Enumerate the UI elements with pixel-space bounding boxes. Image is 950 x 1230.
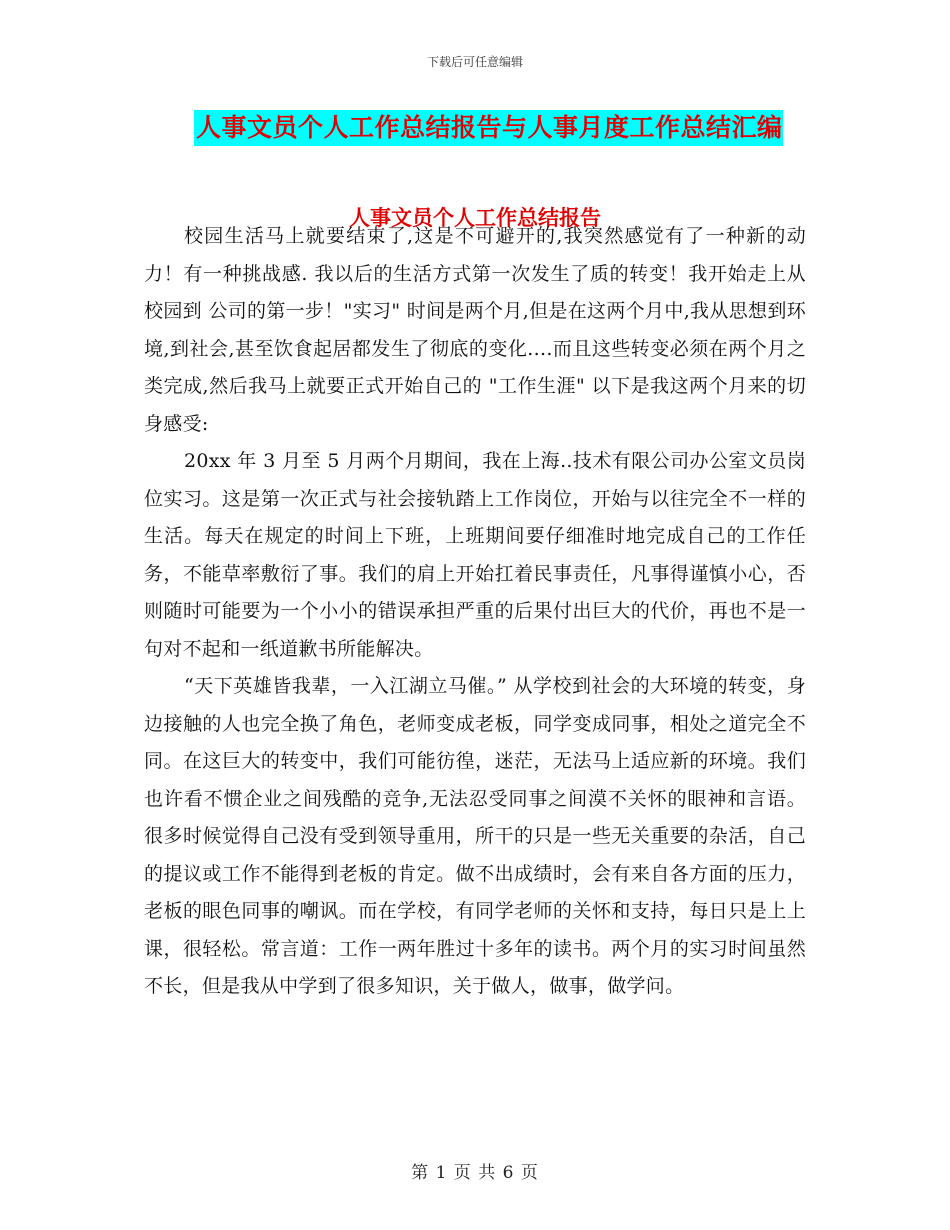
paragraph-3: “天下英雄皆我辈，一入江湖立马催。” 从学校到社会的大环境的转变，身边接触的人也完全换了角色，老师变成老板，同学变成同事，相处之道完全不同。在这巨大的转变中，我们可能彷徨，迷茫，无法马上适应新的环境。我们也许看不惯企业之间残酷的竞争,无法忍受同事之间漠不关怀的眼神和言语。很多时候觉得自己没有受到领导重用，所干的只是一些无关重要的杂活，自己的提议或工作不能得到老板的肯定。做不出成绩时，会有来自各方面的压力，老板的眼色同事的嘲讽。而在学校，有同学老师的关怀和支持，每日只是上上课，很轻松。常言道：工作一两年胜过十多年的读书。两个月的实习时间虽然不长，但是我从中学到了很多知识，关于做人，做事，做学问。 bbox=[144, 675, 806, 997]
section-title: 人事文员个人工作总结报告 bbox=[349, 206, 601, 230]
document-title: 人事文员个人工作总结报告与人事月度工作总结汇编 bbox=[194, 110, 783, 146]
body-text bbox=[144, 218, 806, 1006]
page-number-footer: 第 1 页 共 6 页 bbox=[411, 1163, 539, 1183]
paragraph-1: 校园生活马上就要结束了,这是不可避开的,我突然感觉有了一种新的动力！有一种挑战感. 我以后的生活方式第一次发生了质的转变！我开始走上从校园到 公司的第一步！"实习" 时间是两个月,但是在这两个月中,我从思想到环境,到社会,甚至饮食起居都发生了彻底的变化....而且这些转变必须在两个月之类完成,然后我马上就要正式开始自己的 "工作生涯" 以下是我这两个月来的切身感受: bbox=[144, 225, 806, 435]
paragraph-2: 20xx 年 3 月至 5 月两个月期间，我在上海..技术有限公司办公室文员岗位实习。这是第一次正式与社会接轨踏上工作岗位，开始与以往完全不一样的生活。每天在规定的时间上下班，上班期间要仔细准时地完成自己的工作任务，不能草率敷衍了事。我们的肩上开始扛着民事责任，凡事得谨慎小心，否则随时可能要为一个小小的错误承担严重的后果付出巨大的代价，再也不是一句对不起和一纸道歉书所能解决。 bbox=[144, 450, 806, 660]
header-note: 下载后可任意编辑 bbox=[426, 55, 523, 69]
